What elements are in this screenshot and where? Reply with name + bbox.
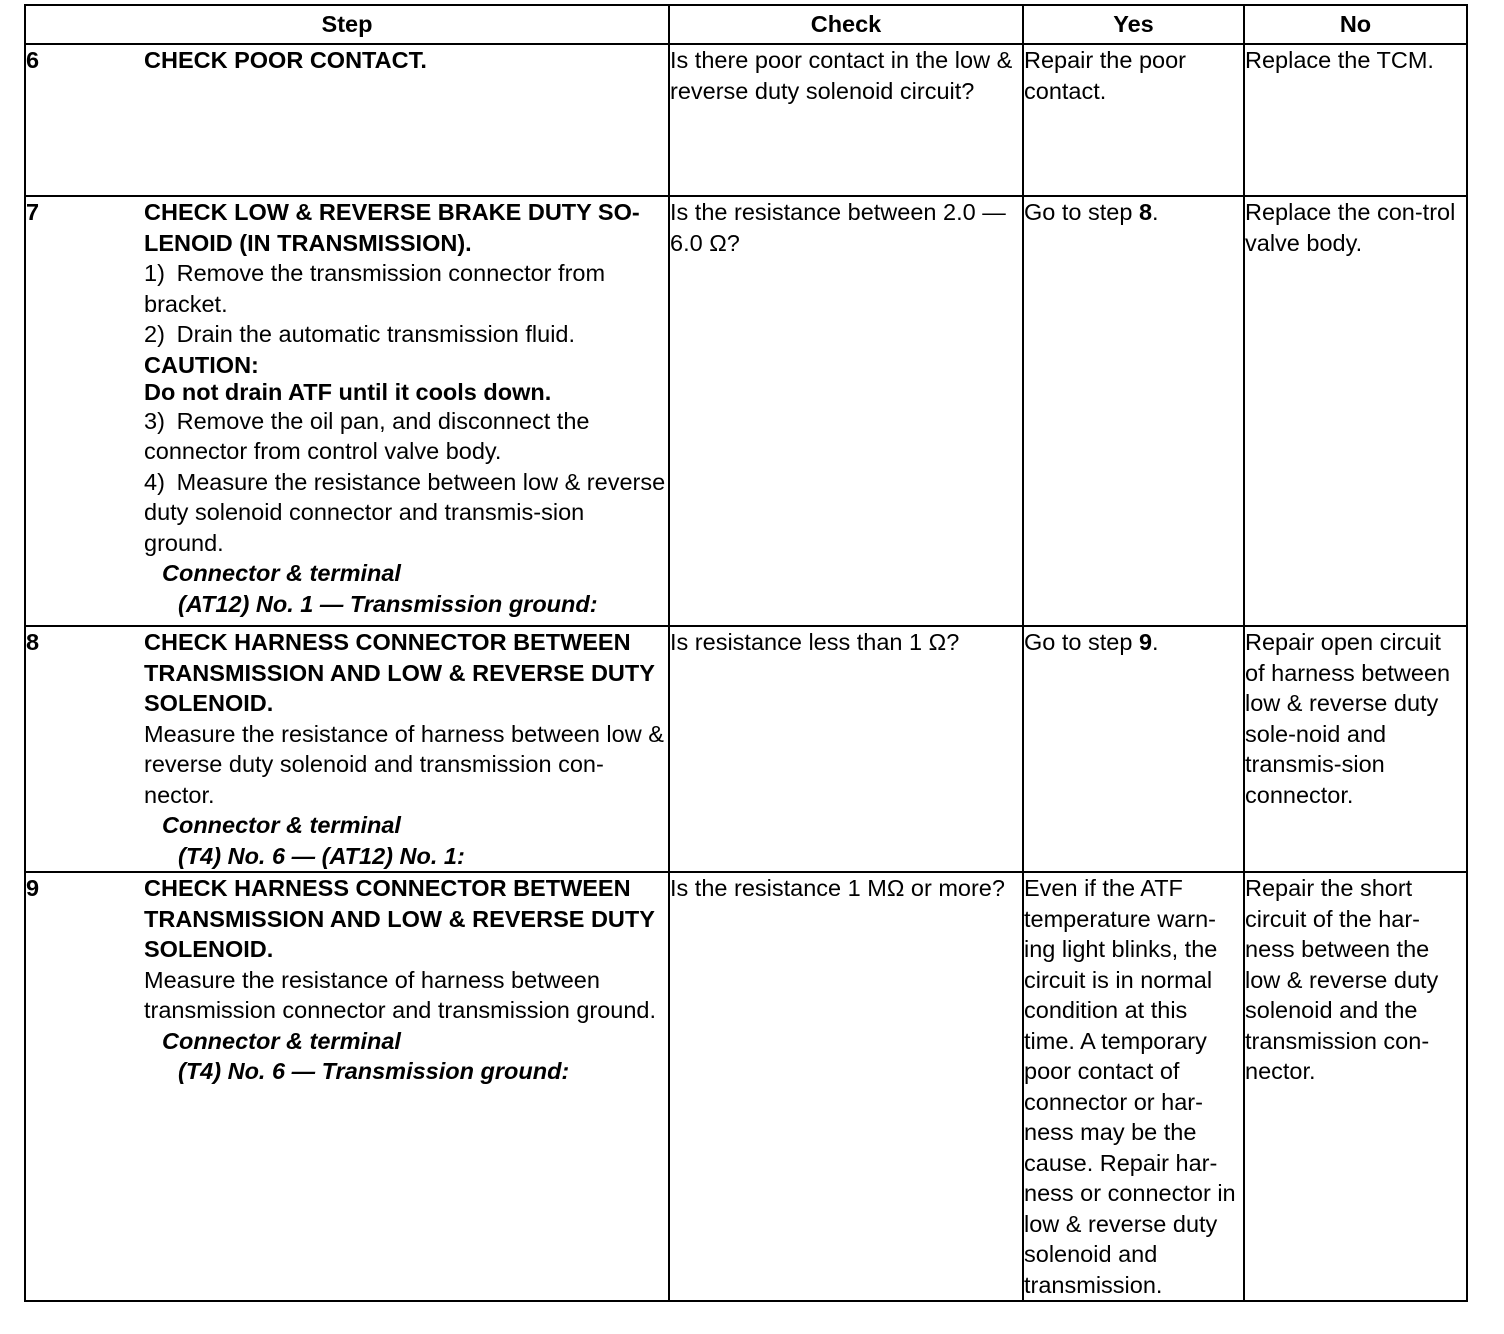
connector-terminal: (T4) No. 6 — Transmission ground: bbox=[178, 1058, 570, 1084]
connector-terminal: (T4) No. 6 — (AT12) No. 1: bbox=[178, 842, 465, 869]
procedure-item: 2) Drain the automatic transmission fluid. bbox=[144, 321, 576, 347]
yes-cell: Even if the ATF temperature warn-ing light blinks, the circuit is in normal condition at this time. A temporary poor contact of connector or har-ness may be the cause. Repair har-ness or connector in low & reverse duty solenoid and transmission. bbox=[1023, 872, 1244, 1301]
diagnostic-table bbox=[24, 4, 1468, 1302]
procedure-item: 4) Measure the resistance between low & reverse duty solenoid connector and transmis-sion ground. bbox=[144, 468, 666, 556]
step-title: CHECK HARNESS CONNECTOR BETWEEN TRANSMISSION AND LOW & REVERSE DUTY SOLENOID. bbox=[144, 875, 655, 962]
yes-text: Go to step bbox=[1024, 199, 1139, 225]
connector-terminal: (AT12) No. 1 — Transmission ground: bbox=[178, 590, 598, 617]
table-row-step-9 bbox=[25, 872, 1467, 1301]
connector-label: Connector & terminal bbox=[162, 560, 401, 586]
procedure-item: 3) Remove the oil pan, and disconnect the connector from control valve body. bbox=[144, 407, 590, 464]
yes-text: Go to step bbox=[1024, 629, 1139, 655]
step-cell bbox=[25, 872, 669, 1301]
yes-cell bbox=[1023, 626, 1244, 872]
yes-suffix: . bbox=[1152, 199, 1159, 225]
step-number: 8 bbox=[26, 629, 40, 655]
step-cell bbox=[25, 196, 669, 626]
step-title: CHECK LOW & REVERSE BRAKE DUTY SO-LENOID (IN TRANSMISSION). bbox=[144, 199, 640, 256]
yes-cell bbox=[1023, 196, 1244, 626]
yes-suffix: . bbox=[1152, 629, 1159, 655]
step-number: 9 bbox=[26, 875, 40, 901]
header-check: Check bbox=[669, 5, 1023, 44]
no-cell: Replace the con-trol valve body. bbox=[1244, 196, 1467, 626]
table-row-step-7 bbox=[25, 196, 1467, 626]
check-cell: Is there poor contact in the low & reverse duty solenoid circuit? bbox=[669, 44, 1023, 196]
step-number: 6 bbox=[26, 47, 40, 73]
step-cell bbox=[25, 626, 669, 872]
step-title: CHECK HARNESS CONNECTOR BETWEEN TRANSMISSION AND LOW & REVERSE DUTY SOLENOID. bbox=[144, 629, 655, 716]
header-step: Step bbox=[25, 5, 669, 44]
step-title: CHECK POOR CONTACT. bbox=[144, 47, 427, 73]
check-cell: Is resistance less than 1 Ω? bbox=[669, 626, 1023, 872]
check-cell: Is the resistance 1 MΩ or more? bbox=[669, 872, 1023, 1301]
no-cell: Repair open circuit of harness between low & reverse duty sole-noid and transmis-sion connector. bbox=[1244, 626, 1467, 872]
table-header-row bbox=[25, 5, 1467, 44]
step-number: 7 bbox=[26, 199, 40, 225]
table-row-step-8 bbox=[25, 626, 1467, 872]
step-reference: 8 bbox=[1138, 199, 1153, 225]
step-body: Measure the resistance of harness between low & reverse duty solenoid and transmission con-nector. bbox=[144, 720, 664, 808]
step-reference: 9 bbox=[1138, 629, 1153, 655]
connector-label: Connector & terminal bbox=[162, 1027, 401, 1054]
check-cell: Is the resistance between 2.0 — 6.0 Ω? bbox=[669, 196, 1023, 626]
no-cell: Replace the TCM. bbox=[1244, 44, 1467, 196]
procedure-item: 1) Remove the transmission connector from bracket. bbox=[144, 260, 606, 317]
yes-cell: Repair the poor contact. bbox=[1023, 44, 1244, 196]
no-cell: Repair the short circuit of the har-ness between the low & reverse duty solenoid and the transmission con-nector. bbox=[1244, 872, 1467, 1301]
caution-label: CAUTION: bbox=[144, 351, 259, 378]
connector-label: Connector & terminal bbox=[162, 812, 401, 838]
caution-text: Do not drain ATF until it cools down. bbox=[144, 378, 552, 405]
header-no: No bbox=[1244, 5, 1467, 44]
step-body: Measure the resistance of harness between transmission connector and transmission ground. bbox=[144, 966, 657, 1023]
header-yes: Yes bbox=[1023, 5, 1244, 44]
step-cell bbox=[25, 44, 669, 196]
table-row-step-6 bbox=[25, 44, 1467, 196]
